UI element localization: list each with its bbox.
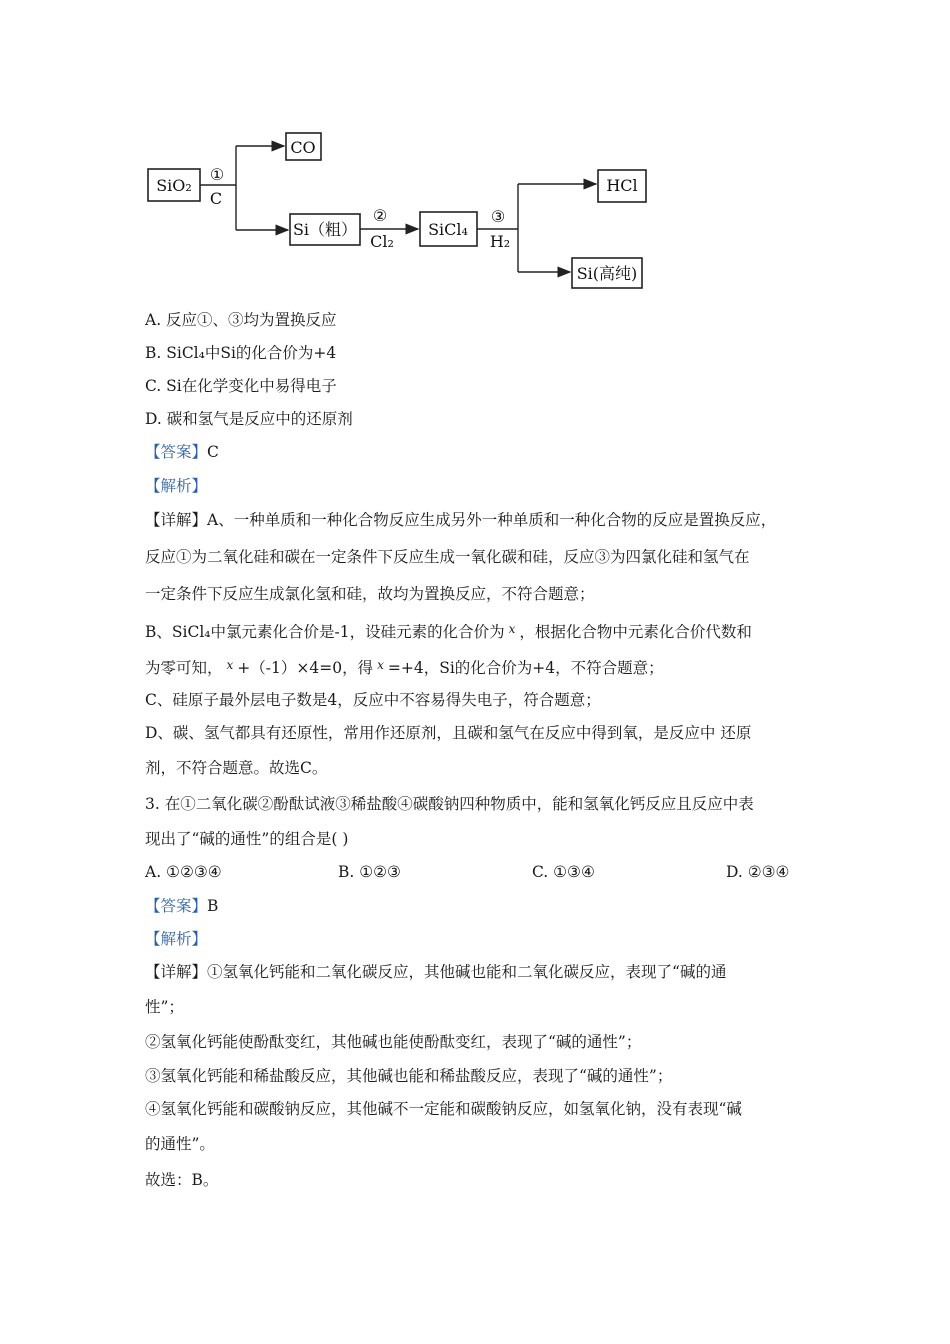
si-pure-label: Si(高纯) bbox=[576, 264, 638, 283]
q3-option-b: B. ①②③ bbox=[338, 863, 401, 881]
q2-detail-line-2: 反应①为二氧化硅和碳在一定条件下反应生成一氧化碳和硅，反应③为四氯化硅和氢气在 bbox=[145, 548, 750, 566]
q3-detail-line-1 bbox=[145, 962, 726, 982]
q2-detail-d-line-1: D、碳、氢气都具有还原性，常用作还原剂，且碳和氢气在反应中得到氧，是反应中 还原 bbox=[145, 724, 752, 742]
sicl4-label: SiCl₄ bbox=[428, 220, 468, 239]
hcl-label: HCl bbox=[606, 176, 638, 195]
co-label: CO bbox=[290, 138, 316, 157]
q2-analysis bbox=[145, 476, 207, 496]
q2-detail-d-line-2: 剂，不符合题意。故选C。 bbox=[145, 759, 328, 777]
b-line2-b: +（-1）×4=0，得 bbox=[237, 659, 374, 677]
q3-analysis bbox=[145, 929, 207, 949]
q2-option-a: A. 反应①、③均为置换反应 bbox=[145, 311, 337, 329]
reaction-2-reagent: Cl₂ bbox=[370, 232, 394, 251]
q3-stem-line-1: 3. 在①二氧化碳②酚酞试液③稀盐酸④碳酸钠四种物质中，能和氢氧化钙反应且反应中表 bbox=[145, 795, 754, 813]
b-line2-a: 为零可知， bbox=[145, 659, 223, 677]
sio2-label: SiO₂ bbox=[156, 176, 192, 195]
reaction-3-number: ③ bbox=[490, 207, 506, 226]
q2-detail-line-3: 一定条件下反应生成氯化氢和硅，故均为置换反应，不符合题意； bbox=[145, 585, 595, 603]
q3-detail-line-7: 故选：B。 bbox=[145, 1171, 219, 1189]
detail-text: A、一种单质和一种化合物反应生成另外一种单质和一种化合物的反应是置换反应， bbox=[207, 511, 777, 529]
q3-detail-line-2: 性”； bbox=[145, 998, 184, 1016]
analysis-tag: 【解析】 bbox=[145, 930, 208, 948]
variable-x: x bbox=[226, 658, 234, 672]
analysis-tag: 【解析】 bbox=[145, 477, 208, 495]
b-line2-c: =+4，Si的化合价为+4，不符合题意； bbox=[387, 659, 664, 677]
detail-tag: 【详解】 bbox=[145, 963, 208, 981]
q2-option-d: D. 碳和氢气是反应中的还原剂 bbox=[145, 410, 353, 428]
variable-x: x bbox=[377, 658, 384, 672]
q2-option-b: B. SiCl₄中Si的化合价为+4 bbox=[145, 344, 337, 362]
q3-stem-line-2: 现出了“碱的通性”的组合是( ) bbox=[145, 830, 349, 848]
q3-answer bbox=[145, 896, 218, 916]
q2-detail-line-1 bbox=[145, 510, 776, 530]
detail-tag: 【详解】 bbox=[145, 511, 208, 529]
b-line1-post: ，根据化合物中元素化合价代数和 bbox=[519, 623, 752, 641]
reaction-3-reagent: H₂ bbox=[489, 232, 511, 251]
answer-tag: 【答案】 bbox=[145, 897, 208, 915]
q2-answer bbox=[145, 442, 219, 462]
q2-detail-c: C、硅原子最外层电子数是4，反应中不容易得失电子，符合题意； bbox=[145, 691, 601, 709]
reaction-flow-diagram bbox=[0, 0, 950, 300]
q3-option-a: A. ①②③④ bbox=[145, 863, 222, 881]
q2-option-c: C. Si在化学变化中易得电子 bbox=[145, 377, 337, 395]
answer-value: B bbox=[207, 897, 219, 915]
reaction-1-reagent: C bbox=[209, 189, 223, 208]
answer-tag: 【答案】 bbox=[145, 443, 208, 461]
reaction-2-number: ② bbox=[372, 206, 388, 225]
b-line1-pre: B、SiCl₄中氯元素化合价是-1，设硅元素的化合价为 bbox=[145, 623, 505, 641]
q3-detail-line-6: 的通性”。 bbox=[145, 1135, 215, 1153]
variable-x: x bbox=[508, 622, 516, 636]
detail-text: ①氢氧化钙能和二氧化碳反应，其他碱也能和二氧化碳反应，表现了“碱的通 bbox=[207, 963, 727, 981]
q3-option-c: C. ①③④ bbox=[532, 863, 595, 881]
q3-detail-line-4: ③氢氧化钙能和稀盐酸反应，其他碱也能和稀盐酸反应，表现了“碱的通性”； bbox=[145, 1067, 673, 1085]
q3-option-d: D. ②③④ bbox=[726, 863, 790, 881]
q2-detail-b-line-2 bbox=[145, 655, 664, 678]
q2-detail-b-line-1 bbox=[145, 619, 752, 642]
answer-value: C bbox=[207, 443, 219, 461]
q3-detail-line-5: ④氢氧化钙能和碳酸钠反应，其他碱不一定能和碳酸钠反应，如氢氧化钠，没有表现“碱 bbox=[145, 1100, 742, 1118]
reaction-1-number: ① bbox=[209, 165, 225, 184]
si-crude-label: Si（粗） bbox=[292, 220, 358, 239]
q3-detail-line-3: ②氢氧化钙能使酚酞变红，其他碱也能使酚酞变红，表现了“碱的通性”； bbox=[145, 1033, 642, 1051]
